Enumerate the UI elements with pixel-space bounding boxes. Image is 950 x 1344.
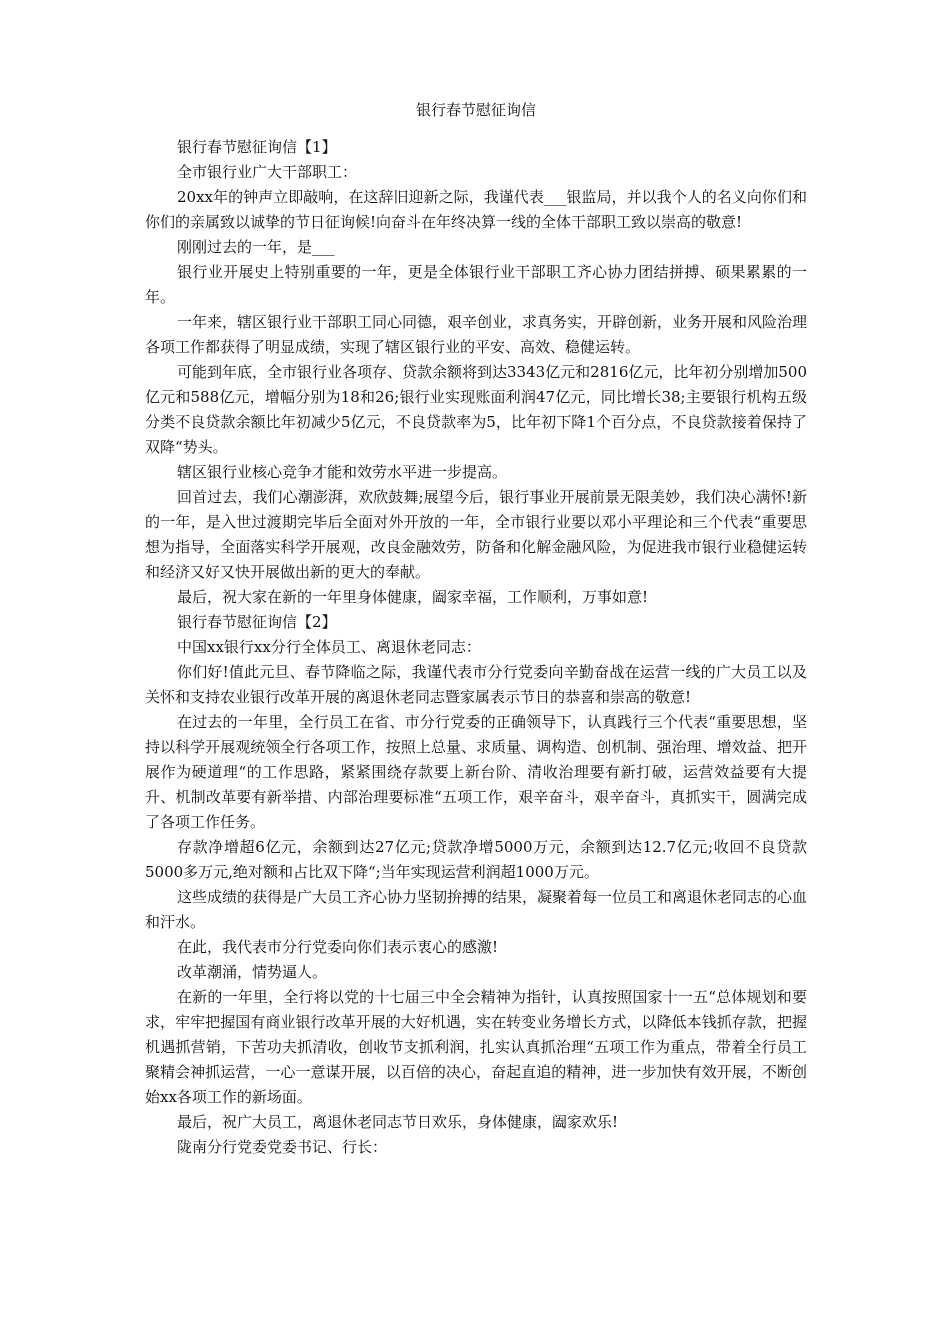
paragraph: 辖区银行业核心竞争才能和效劳水平进一步提高。 [177,463,508,481]
paragraph: 在此，我代表市分行党委向你们表示衷心的感激! [177,938,499,956]
paragraph: 存款净增超6亿元，余额到达27亿元;贷款净增5000万元，余额到达12.7亿元;收回不良贷款5000多万元,绝对额和占比双下降“;当年实现运营利润超1000万元。 [145,838,807,881]
paragraph: 这些成绩的获得是广大员工齐心协力坚韧拚搏的结果，凝聚着每一位员工和离退休老同志的心血和汗水。 [145,888,808,931]
paragraph: 你们好!值此元旦、春节降临之际，我谨代表市分行党委向辛勤奋战在运营一线的广大员工以及关怀和支持农业银行改革开展的离退休老同志暨家属表示节日的恭喜和崇高的敬意! [145,663,807,706]
paragraph: 最后，祝广大员工，离退休老同志节日欢乐，身体健康，阖家欢乐! [177,1113,619,1131]
paragraph: 改革潮涌，情势逼人。 [177,963,328,981]
paragraph: 一年来，辖区银行业干部职工同心同德，艰辛创业，求真务实，开辟创新，业务开展和风险治理各项工作都获得了明显成绩，实现了辖区银行业的平安、高效、稳健运转。 [145,313,808,356]
paragraph: 陇南分行党委党委书记、行长： [177,1138,388,1156]
paragraph: 在过去的一年里，全行员工在省、市分行党委的正确领导下，认真践行三个代表“重要思想，坚持以科学开展观统领全行各项工作，按照上总量、求质量、调构造、创机制、强治理、增效益、把开展作为硬道理“的工作思路，紧紧围绕存款要上新台阶、清收治理要有新打破，运营效益要有大提升、机制改革要有新举措、内部治理要标准“五项工作，艰辛奋斗，艰辛奋斗，真抓实干，圆满完成了各项工作任务。 [145,713,807,831]
paragraph: 在新的一年里，全行将以党的十七届三中全会精神为指针，认真按照国家十一五“总体规划和要求，牢牢把握国有商业银行改革开展的大好机遇，实在转变业务增长方式，以降低本钱抓存款，把握机遇抓营销，下苦功夫抓清收，创收节支抓利润，扎实认真抓治理“五项工作为重点，带着全行员工聚精会神抓运营，一心一意谋开展，以百倍的决心，奋起直追的精神，进一步加快有效开展，不断创始xx各项工作的新场面。 [145,988,807,1106]
paragraph: 银行春节慰征询信【1】 [177,138,337,156]
paragraph: 中国xx银行xx分行全体员工、离退休老同志： [177,638,481,656]
paragraph: 最后，祝大家在新的一年里身体健康，阖家幸福，工作顺利，万事如意! [177,588,649,606]
paragraph: 银行春节慰征询信【2】 [177,613,337,631]
document-body [145,95,807,1160]
paragraph: 可能到年底，全市银行业各项存、贷款余额将到达3343亿元和2816亿元，比年初分别增加500亿元和588亿元，增幅分别为18和26;银行业实现账面利润47亿元，同比增长38;主要银行机构五级分类不良贷款余额比年初减少5亿元，不良贷款率为5，比年初下降1个百分点，不良贷款接着保持了双降“势头。 [145,363,807,456]
paragraph: 刚刚过去的一年，是___ [177,238,335,256]
document-title: 银行春节慰征询信 [415,101,536,119]
paragraph: 全市银行业广大干部职工： [177,163,358,181]
paragraph: 银行业开展史上特别重要的一年，更是全体银行业干部职工齐心协力团结拼搏、硕果累累的一年。 [145,263,807,306]
paragraph: 20xx年的钟声立即敲响，在这辞旧迎新之际，我谨代表___银监局，并以我个人的名义向你们和你们的亲属致以诚挚的节日征询候!向奋斗在年终决算一线的全体干部职工致以崇高的敬意! [145,188,807,231]
paragraph: 回首过去，我们心潮澎湃，欢欣鼓舞;展望今后，银行事业开展前景无限美妙，我们决心满怀!新的一年，是入世过渡期完毕后全面对外开放的一年，全市银行业要以邓小平理论和三个代表“重要思想为指导，全面落实科学开展观，改良金融效劳，防备和化解金融风险，为促进我市银行业稳健运转和经济又好又快开展做出新的更大的奉献。 [145,488,807,581]
